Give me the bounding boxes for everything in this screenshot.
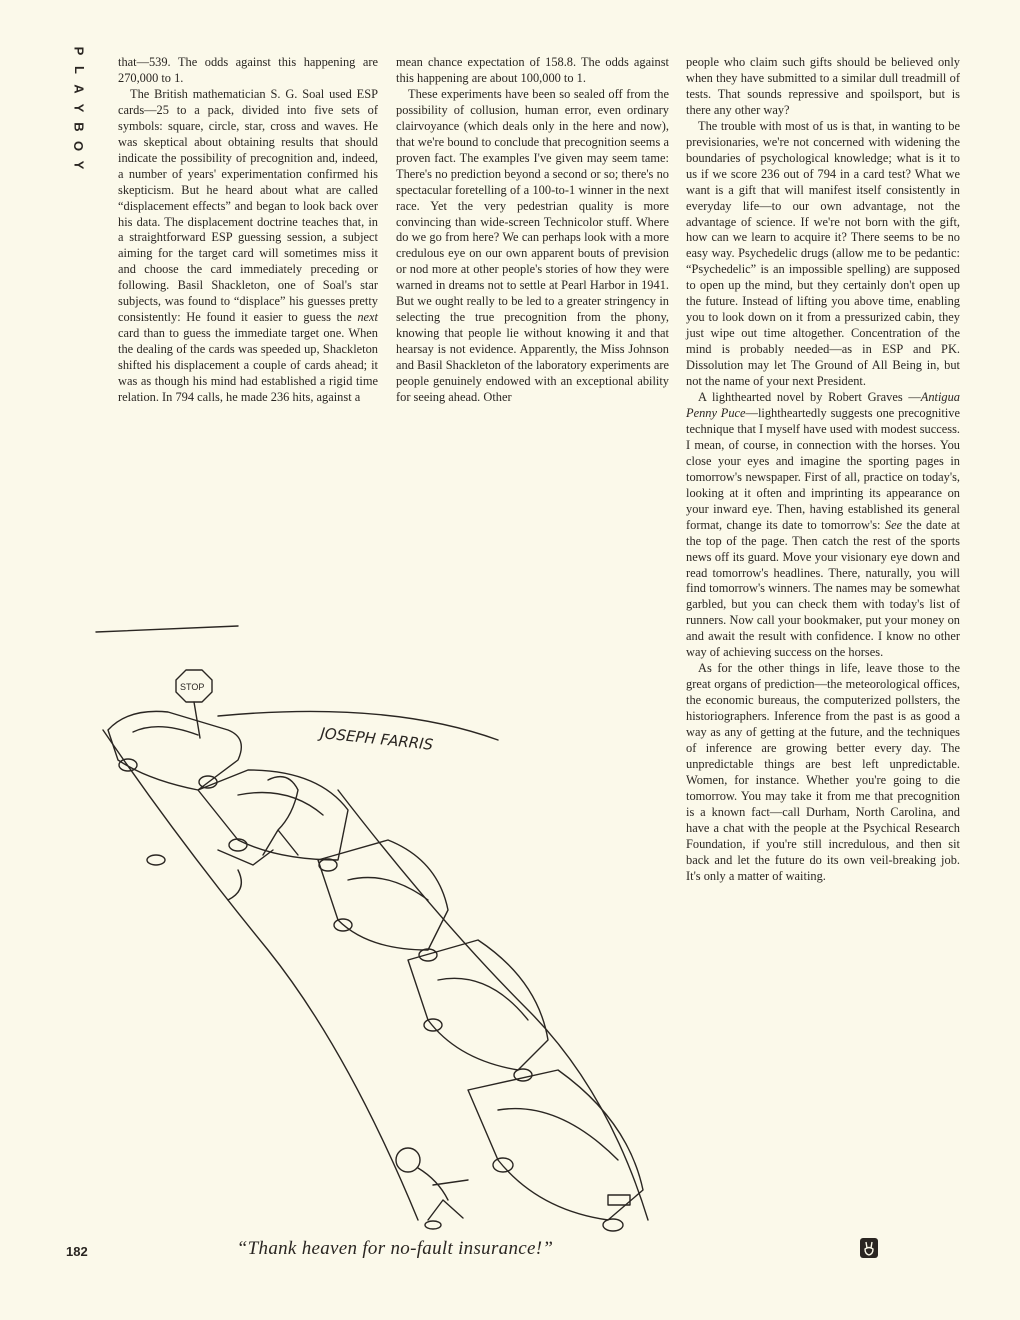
text-column-1	[118, 55, 378, 406]
masthead-letter: Y	[71, 103, 87, 114]
paragraph	[118, 87, 378, 406]
text-column-3	[686, 55, 960, 885]
text-column-2	[396, 55, 669, 406]
bunny-logo-icon	[860, 1238, 878, 1258]
car-1	[108, 711, 241, 790]
emphasis-text: next	[357, 310, 378, 325]
artist-signature: JOSEPH FARRIS	[319, 724, 434, 754]
text-run: card than to guess the immediate target one. When the dealing of the cards was speeded up, Shackleton shifted his displacement a couple of cards ahead; it was as though his mind had established a rigid time relation. In 794 calls, he made 236 hits, against a	[118, 326, 378, 405]
car-3	[318, 840, 448, 961]
svg-text:STOP: STOP	[180, 682, 205, 692]
text-run: A lighthearted novel by Robert Graves —	[698, 390, 921, 405]
car-5	[468, 1070, 643, 1231]
stop-sign	[176, 670, 212, 738]
paragraph	[686, 390, 960, 661]
page-number: 182	[66, 1244, 88, 1259]
paragraph: The trouble with most of us is that, in wanting to be previsionaries, we're not concerned with widening the boundaries of psychological knowledge; what is it to us if we score 236 out of 794 in a card test? What we want is a gift that will manifest itself consistently in everyday life—to our own advantage, not the advantage of science. If we're not born with the gift, how can we learn to acquire it? There seems to be no easy way. Psychedelic drugs (allow me to be pedantic: “Psychedelic” is an impossible spelling) are supposed to open up the mind, but they certainly don't open up the future. Instead of lifting you above time, enabling you to look down on it from a pressurized cabin, they just wipe out time altogether. Concentration of the mind is probably needed—as in ESP and PK. Dissolution may let The Ground of All Being in, but not the name of your next President.	[686, 118, 960, 389]
paragraph: These experiments have been so sealed off from the possibility of collusion, human error, even ordinary clairvoyance (which deals only in the here and now), that we're bound to conclude that precognition seems a proven fact. The examples I've given may seem tame: There's no prediction beyond a second or so; there's no spectacular foretelling of a 100-to-1 winner in the next race. Yet the very pedestrian quality is more convincing than wide-screen Technicolor stuff. Where do we go from here? We can perhaps look with a more credulous eye on our own apparent bouts of prevision or nod more at other people's stories of how they were warned in dreams not to settle at Pearl Harbor in 1941. But we ought really to be led to a greater stringency in selecting the true precognition from the phony, knowing that people lie without knowing it and that hearsay is not evidence. Apparently, the Miss Johnson and Basil Shackleton of the laboratory experiments are people genuinely endowed with an exceptional ability for seeing ahead. Other	[396, 86, 669, 405]
masthead-letter: Y	[71, 160, 87, 171]
masthead-letter: A	[71, 84, 87, 95]
cartoon-caption: “Thank heaven for no-fault insurance!”	[236, 1238, 554, 1259]
text-run: The British mathematician S. G. Soal used ESP cards—25 to a pack, divided into five sets of symbols: square, circle, star, cross and waves. He was skeptical about obtaining results that should indicate the possibility of precognition and, indeed, a number of years' experimentation confirmed his skepticism. But he heard about what are called “displacement effects” and began to look back over his data. The displacement doctrine teaches that, in a straightforward ESP guessing session, a subject aiming for the target card will sometimes miss it and choose the card immediately preceding or following. Basil Shackleton, one of Soal's star subjects, was found to “displace” his guesses pretty consistently: He found it easier to guess the	[118, 86, 378, 325]
text-run: —lightheartedly suggests one precognitive technique that I myself have used with modest success. I mean, of course, in connection with the horses. You close your eyes and imagine the sporting pages in tomorrow's newspaper. First of all, practice on today's, looking at it often and imprinting its appearance on your inward eye. Then, having established its general format, change its date to tomorrow's:	[686, 405, 961, 532]
running-man	[396, 1148, 468, 1220]
masthead-letter: L	[71, 66, 87, 75]
car-2	[198, 770, 348, 871]
masthead-letter: B	[71, 122, 87, 133]
masthead	[64, 42, 94, 175]
emphasis-text: See	[884, 517, 903, 532]
text-run: the date at the top of the page. Then catch the rest of the sports news off its guard. Move your visionary eye down and read tomorrow's headlines. There, naturally, you will find tomorrow's winners. The names may be somewhat garbled, but you can check them with today's list of runners. Now call your bookmaker, put your money on and await the result with confidence. I know no other way of achieving success on the horses.	[686, 517, 960, 660]
paragraph: mean chance expectation of 158.8. The odds against this happening are about 100,000 to 1.	[396, 55, 669, 85]
masthead-letter: O	[71, 140, 87, 153]
paragraph: that—539. The odds against this happening are 270,000 to 1.	[118, 55, 378, 85]
cartoon-illustration	[88, 620, 678, 1232]
paragraph: As for the other things in life, leave those to the great organs of prediction—the meteorological offices, the economic bureaus, the computerized pollsters, the historiographers. Inference from the past is as good a way as any of getting at the future, and the techniques of inference are growing better every day. The unpredictable things are best left unpredictable. Women, for instance. Whether you're going to die tomorrow. You may take it from me that precognition is a known fact—call Durham, North Carolina, and have a chat with the people at the Psychical Research Foundation, if you're still incredulous, and then sit back and let the future do its own veil-breaking job. It's only a matter of waiting.	[686, 661, 960, 883]
masthead-letter: P	[71, 46, 87, 57]
emphasis-text: Antigua Penny Puce	[686, 390, 960, 420]
paragraph: people who claim such gifts should be believed only when they have submitted to a similar dull treadmill of tests. That sounds repressive and spoilsport, but is there any other way?	[686, 55, 960, 117]
